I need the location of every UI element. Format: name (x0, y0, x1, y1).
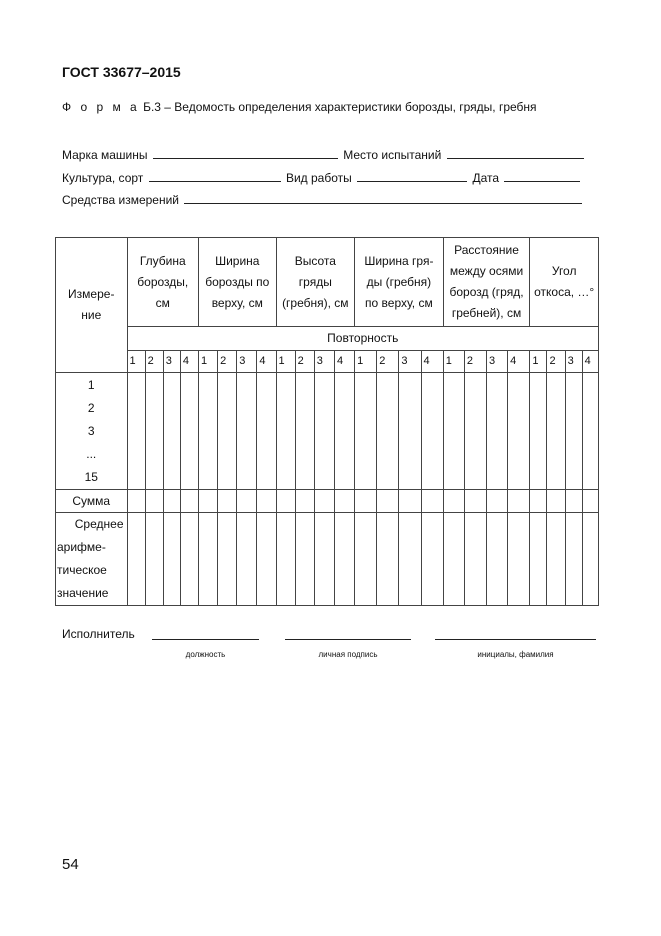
data-cell[interactable] (257, 373, 276, 490)
mean-row (56, 513, 599, 606)
data-cell[interactable] (180, 513, 198, 606)
data-cell[interactable] (355, 490, 377, 513)
test-site-label: Место испытаний (343, 148, 442, 162)
col-header-line: Угол (551, 264, 577, 278)
data-cell[interactable] (399, 490, 421, 513)
data-cell[interactable] (127, 490, 145, 513)
data-cell[interactable] (237, 513, 257, 606)
repetition-numbers-row (56, 351, 599, 373)
data-cell[interactable] (565, 513, 582, 606)
data-cell[interactable] (487, 490, 508, 513)
data-cell[interactable] (314, 490, 334, 513)
data-cell[interactable] (443, 513, 464, 606)
data-cell[interactable] (199, 373, 218, 490)
col-header-line: откоса, …° (534, 285, 595, 299)
data-cell[interactable] (508, 373, 530, 490)
measurement-rows (56, 373, 599, 490)
machine-brand-blank[interactable] (153, 147, 338, 159)
data-cell[interactable] (399, 373, 421, 490)
col-header-axis-distance (443, 238, 530, 327)
rep-number: 1 (199, 351, 218, 373)
data-cell[interactable] (582, 490, 598, 513)
data-cell[interactable] (487, 513, 508, 606)
position-caption: должность (185, 650, 226, 659)
machine-brand-label: Марка машины (62, 148, 148, 162)
rep-number: 4 (334, 351, 354, 373)
col-header-depth (127, 238, 199, 327)
test-site-blank[interactable] (447, 147, 584, 159)
repetition-row (56, 327, 599, 351)
data-cell[interactable] (163, 513, 180, 606)
rep-number: 3 (314, 351, 334, 373)
rep-number: 2 (547, 351, 565, 373)
col-header-line: см (155, 295, 170, 310)
data-cell[interactable] (377, 490, 399, 513)
data-cell[interactable] (314, 373, 334, 490)
rep-number: 1 (127, 351, 145, 373)
rep-number: 4 (180, 351, 198, 373)
position-line[interactable] (152, 639, 259, 640)
data-cell[interactable] (421, 513, 443, 606)
mean-label-line: Среднее (74, 517, 124, 531)
name-caption: инициалы, фамилия (477, 650, 554, 659)
data-cell[interactable] (582, 513, 598, 606)
measurement-header (56, 238, 128, 373)
rep-number: 1 (276, 351, 295, 373)
measurement-table (55, 237, 599, 606)
rep-number: 2 (145, 351, 163, 373)
rep-number: 4 (421, 351, 443, 373)
data-cell[interactable] (464, 373, 486, 490)
data-cell[interactable] (421, 490, 443, 513)
data-cell[interactable] (355, 373, 377, 490)
data-cell[interactable] (464, 490, 486, 513)
data-cell[interactable] (127, 513, 145, 606)
document-code: ГОСТ 33677–2015 (62, 64, 181, 80)
date-label: Дата (472, 171, 500, 185)
col-header-slope-angle (530, 238, 599, 327)
data-cell[interactable] (127, 373, 145, 490)
data-cell[interactable] (199, 513, 218, 606)
col-header-line: между осями (449, 264, 524, 278)
col-header-height (276, 238, 355, 327)
rep-number: 1 (443, 351, 464, 373)
data-cell[interactable] (334, 373, 354, 490)
data-cell[interactable] (582, 373, 598, 490)
rep-number: 3 (565, 351, 582, 373)
measurement-index: 15 (84, 469, 98, 484)
work-type-label: Вид работы (285, 171, 352, 185)
measurement-index-cell (56, 373, 128, 490)
data-cell[interactable] (295, 513, 314, 606)
data-cell[interactable] (295, 490, 314, 513)
rep-number: 3 (163, 351, 180, 373)
sum-label: Сумма (56, 490, 128, 513)
rep-number: 2 (464, 351, 486, 373)
data-cell[interactable] (163, 373, 180, 490)
col-header-line: Ширина (215, 253, 260, 268)
form-title (62, 100, 537, 114)
data-cell[interactable] (218, 373, 237, 490)
col-header-line: по верху, см (365, 295, 433, 310)
col-header-line: Ширина гря- (364, 253, 434, 268)
data-cell[interactable] (334, 513, 354, 606)
form-title-text: Б.3 – Ведомость определения характеристики борозды, гряды, гребня (143, 100, 537, 114)
name-line[interactable] (435, 639, 596, 640)
data-cell[interactable] (487, 373, 508, 490)
data-cell[interactable] (334, 490, 354, 513)
work-type-blank[interactable] (357, 170, 467, 182)
data-cell[interactable] (377, 373, 399, 490)
data-cell[interactable] (257, 490, 276, 513)
field-row-1 (62, 147, 586, 162)
data-cell[interactable] (163, 490, 180, 513)
col-header-line: Расстояние (454, 243, 519, 257)
col-header-ridge-width (355, 238, 444, 327)
data-cell[interactable] (421, 373, 443, 490)
data-cell[interactable] (237, 490, 257, 513)
repetition-header: Повторность (127, 327, 599, 351)
col-header-line: ды (гребня) (366, 274, 432, 289)
data-cell[interactable] (145, 490, 163, 513)
field-row-3 (62, 192, 584, 207)
data-cell[interactable] (199, 490, 218, 513)
data-cell[interactable] (464, 513, 486, 606)
rep-number: 2 (295, 351, 314, 373)
data-cell[interactable] (295, 373, 314, 490)
rep-number: 3 (399, 351, 421, 373)
mean-label-line: тическое (57, 563, 107, 577)
col-header-line: Глубина (139, 253, 186, 268)
data-cell[interactable] (377, 513, 399, 606)
mean-label-line: арифме- (57, 540, 106, 554)
col-header-line: верху, см (211, 295, 263, 310)
col-header-line: борозд (гряд, (449, 285, 524, 299)
signature-caption: личная подпись (318, 650, 378, 659)
data-cell[interactable] (314, 513, 334, 606)
rep-number: 4 (582, 351, 598, 373)
date-blank[interactable] (504, 170, 580, 182)
data-cell[interactable] (257, 513, 276, 606)
rep-number: 4 (257, 351, 276, 373)
data-cell[interactable] (355, 513, 377, 606)
rep-number: 4 (508, 351, 530, 373)
data-cell[interactable] (547, 513, 565, 606)
data-cell[interactable] (508, 490, 530, 513)
data-cell[interactable] (180, 373, 198, 490)
col-header-line: борозды по (205, 274, 270, 289)
data-cell[interactable] (276, 490, 295, 513)
data-cell[interactable] (145, 513, 163, 606)
rep-number: 1 (355, 351, 377, 373)
instruments-blank[interactable] (184, 192, 582, 204)
data-cell[interactable] (443, 373, 464, 490)
data-cell[interactable] (530, 490, 547, 513)
col-header-line: гребней), см (451, 306, 522, 320)
data-cell[interactable] (180, 490, 198, 513)
data-cell[interactable] (530, 373, 547, 490)
rep-number: 3 (487, 351, 508, 373)
rep-number: 2 (218, 351, 237, 373)
data-cell[interactable] (218, 490, 237, 513)
mean-label-line: значение (57, 586, 109, 600)
rep-number: 3 (237, 351, 257, 373)
field-row-2 (62, 170, 582, 185)
data-cell[interactable] (547, 373, 565, 490)
data-cell[interactable] (443, 490, 464, 513)
data-cell[interactable] (218, 513, 237, 606)
data-cell[interactable] (237, 373, 257, 490)
col-header-line: Высота (294, 253, 336, 268)
data-cell[interactable] (508, 513, 530, 606)
form-prefix: Ф о р м а (62, 100, 140, 114)
rep-number: 2 (377, 351, 399, 373)
measurement-header-line-2: ние (81, 308, 102, 322)
col-header-line: (гребня), см (282, 295, 349, 310)
data-cell[interactable] (399, 513, 421, 606)
col-header-line: борозды, (137, 274, 189, 289)
measurement-header-line-1: Измере- (68, 287, 115, 301)
col-header-line: гряды (298, 274, 332, 289)
measurement-index: 1 (87, 377, 95, 392)
data-cell[interactable] (145, 373, 163, 490)
rep-number: 1 (530, 351, 547, 373)
header-row (56, 238, 599, 327)
data-cell[interactable] (565, 373, 582, 490)
signature-line[interactable] (285, 639, 411, 640)
data-cell[interactable] (276, 373, 295, 490)
measurement-index: 2 (87, 400, 95, 415)
culture-label: Культура, сорт (62, 171, 144, 185)
data-cell[interactable] (530, 513, 547, 606)
measurement-index: 3 (87, 423, 95, 438)
data-cell[interactable] (276, 513, 295, 606)
page-number: 54 (62, 856, 79, 873)
data-cell[interactable] (547, 490, 565, 513)
culture-blank[interactable] (149, 170, 281, 182)
measurement-index: ... (86, 446, 97, 461)
sum-row (56, 490, 599, 513)
instruments-label: Средства измерений (62, 193, 180, 207)
mean-label (56, 513, 128, 606)
col-header-width (199, 238, 277, 327)
data-cell[interactable] (565, 490, 582, 513)
executor-label: Исполнитель (62, 627, 135, 641)
